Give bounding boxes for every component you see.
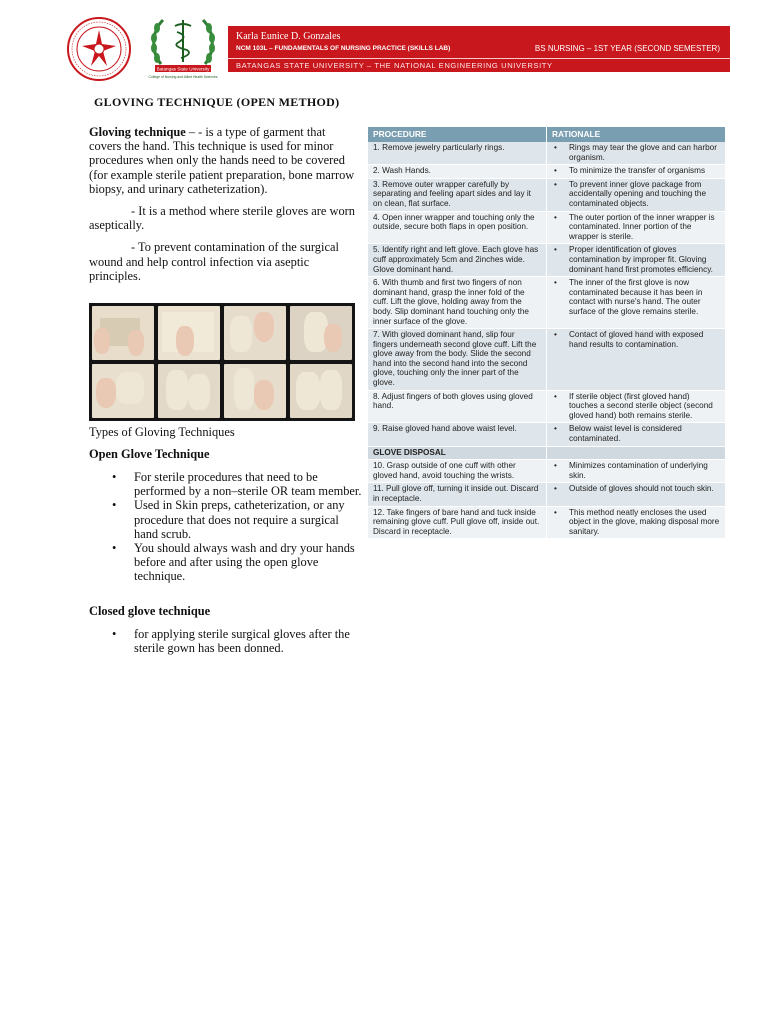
list-item: • You should always wash and dry your hands before and after using the open glove technique. bbox=[112, 541, 362, 584]
types-heading: Types of Gloving Techniques bbox=[89, 425, 235, 439]
rationale-text: • Contact of gloved hand with exposed hand results to contamination. bbox=[552, 330, 720, 349]
procedure-cell: 7. With gloved dominant hand, slip four fingers underneath second glove cuff. Lift the glove away from the body. Slide the second hand into the second hand into the second glove, touching only the inner part of the glove. bbox=[368, 329, 547, 391]
table-row bbox=[368, 178, 726, 211]
step-photo bbox=[224, 364, 286, 418]
college-nursing-logo bbox=[147, 16, 219, 82]
rationale-cell bbox=[547, 244, 726, 277]
program-label: BS NURSING – 1ST YEAR (SECOND SEMESTER) bbox=[534, 44, 720, 53]
intro-point-2: - It is a method where sterile gloves are worn aseptically. bbox=[89, 204, 355, 233]
rationale-text: • Minimizes contamination of underlying skin. bbox=[552, 461, 720, 480]
rationale-text: • Rings may tear the glove and can harbor organism. bbox=[552, 143, 720, 162]
step-photo bbox=[158, 364, 220, 418]
rationale-text: • Outside of gloves should not touch skin. bbox=[552, 484, 720, 494]
intro-point-3: - To prevent contamination of the surgical wound and help control infection via aseptic principles. bbox=[89, 240, 339, 283]
rationale-cell bbox=[547, 329, 726, 391]
list-item: • For sterile procedures that need to be performed by a non–sterile OR team member. bbox=[112, 470, 362, 498]
rationale-cell bbox=[547, 211, 726, 244]
table-row bbox=[368, 244, 726, 277]
rationale-cell bbox=[547, 483, 726, 506]
table-row bbox=[368, 423, 726, 446]
step-photo bbox=[92, 306, 154, 360]
section-label: GLOVE DISPOSAL bbox=[368, 446, 547, 460]
procedure-cell: 10. Grasp outside of one cuff with other gloved hand, avoid touching the wrists. bbox=[368, 460, 547, 483]
rationale-text: • To prevent inner glove package from accidentally opening and touching the contaminated objects. bbox=[552, 180, 720, 209]
header-divider bbox=[228, 58, 730, 59]
rationale-text: • Below waist level is considered contaminated. bbox=[552, 424, 720, 443]
logo-caption-2: College of Nursing and Allied Health Sciences bbox=[148, 75, 218, 79]
intro-section bbox=[89, 125, 357, 291]
open-glove-heading: Open Glove Technique bbox=[89, 447, 210, 461]
procedure-cell: 2. Wash Hands. bbox=[368, 165, 547, 179]
logo-caption-1: Batangas State University bbox=[156, 66, 210, 72]
rationale-column-header: RATIONALE bbox=[547, 127, 726, 142]
list-item: • for applying sterile surgical gloves after the sterile gown has been donned. bbox=[112, 627, 362, 655]
step-photo bbox=[92, 364, 154, 418]
table-row bbox=[368, 460, 726, 483]
rationale-cell bbox=[547, 423, 726, 446]
table-row bbox=[368, 390, 726, 423]
procedure-cell: 1. Remove jewelry particularly rings. bbox=[368, 142, 547, 165]
closed-glove-list bbox=[112, 627, 362, 655]
rationale-text: • If sterile object (first gloved hand) touches a second sterile object (second gloved hand) both remains sterile. bbox=[552, 392, 720, 421]
section-empty-cell bbox=[547, 446, 726, 460]
procedure-cell: 4. Open inner wrapper and touching only the outside, secure both flaps in open position. bbox=[368, 211, 547, 244]
list-item: • Used in Skin preps, catheterization, or any procedure that does not require a surgical hand scrub. bbox=[112, 498, 362, 541]
procedure-cell: 6. With thumb and first two fingers of non dominant hand, grasp the inner fold of the cuff. Lift the glove, holding away from the body. Slip dominant hand touching only the inner surface of the glove. bbox=[368, 277, 547, 329]
procedure-cell: 12. Take fingers of bare hand and tuck inside remaining glove cuff. Pull glove off, inside out. Discard in receptacle. bbox=[368, 506, 547, 539]
rationale-text: • This method neatly encloses the used object in the glove, making disposal more sanitary. bbox=[552, 508, 720, 537]
step-photo bbox=[290, 364, 352, 418]
intro-term: Gloving technique bbox=[89, 125, 186, 139]
section-row-glove-disposal bbox=[368, 446, 726, 460]
table-row bbox=[368, 142, 726, 165]
rationale-cell bbox=[547, 506, 726, 539]
course-title: NCM 103L – FUNDAMENTALS OF NURSING PRACTICE (SKILLS LAB) bbox=[236, 45, 451, 52]
rationale-cell bbox=[547, 390, 726, 423]
page-title: GLOVING TECHNIQUE (OPEN METHOD) bbox=[94, 95, 340, 109]
table-row bbox=[368, 329, 726, 391]
gloving-steps-photo-grid bbox=[89, 303, 355, 421]
table-row bbox=[368, 165, 726, 179]
table-row bbox=[368, 483, 726, 506]
step-photo bbox=[290, 306, 352, 360]
table-header-row bbox=[368, 127, 726, 142]
rationale-cell bbox=[547, 277, 726, 329]
open-glove-list bbox=[112, 470, 362, 584]
rationale-cell bbox=[547, 460, 726, 483]
step-photo bbox=[158, 306, 220, 360]
rationale-text: • To minimize the transfer of organisms bbox=[552, 166, 720, 176]
rationale-text: • Proper identification of gloves contamination by improper fit. Gloving dominant hand first promotes efficiency. bbox=[552, 245, 720, 274]
rationale-cell bbox=[547, 165, 726, 179]
bsu-seal-logo bbox=[66, 16, 146, 82]
header-bar bbox=[228, 26, 730, 72]
rationale-text: • The inner of the first glove is now contaminated because it has been in contact with nurse's hand. The outer surface of the glove remains sterile. bbox=[552, 278, 720, 316]
table-row bbox=[368, 506, 726, 539]
procedure-cell: 11. Pull glove off, turning it inside out. Discard in receptacle. bbox=[368, 483, 547, 506]
intro-definition bbox=[89, 125, 357, 196]
rationale-text: • The outer portion of the inner wrapper is contaminated. Inner portion of the wrapper is sterile. bbox=[552, 213, 720, 242]
rationale-cell bbox=[547, 178, 726, 211]
table-row bbox=[368, 277, 726, 329]
university-name: BATANGAS STATE UNIVERSITY – THE NATIONAL ENGINEERING UNIVERSITY bbox=[236, 61, 553, 70]
author-name: Karla Eunice D. Gonzales bbox=[236, 31, 341, 42]
procedure-table bbox=[368, 127, 726, 539]
table-row bbox=[368, 211, 726, 244]
procedure-cell: 5. Identify right and left glove. Each glove has cuff approximately 5cm and 2inches wide. Glove dominant hand. bbox=[368, 244, 547, 277]
procedure-cell: 8. Adjust fingers of both gloves using gloved hand. bbox=[368, 390, 547, 423]
step-photo bbox=[224, 306, 286, 360]
procedure-cell: 3. Remove outer wrapper carefully by separating and feeling apart sides and lay it on clean, flat surface. bbox=[368, 178, 547, 211]
intro-definition-text: – - is a type of garment that covers the hand. This technique is used for minor procedures when only the hands need to be covered (for example sterile patient preparation, bone marrow biopsy, and urinary catheterization). bbox=[89, 125, 355, 196]
procedure-column-header: PROCEDURE bbox=[368, 127, 547, 142]
rationale-cell bbox=[547, 142, 726, 165]
procedure-cell: 9. Raise gloved hand above waist level. bbox=[368, 423, 547, 446]
closed-glove-heading: Closed glove technique bbox=[89, 604, 211, 618]
